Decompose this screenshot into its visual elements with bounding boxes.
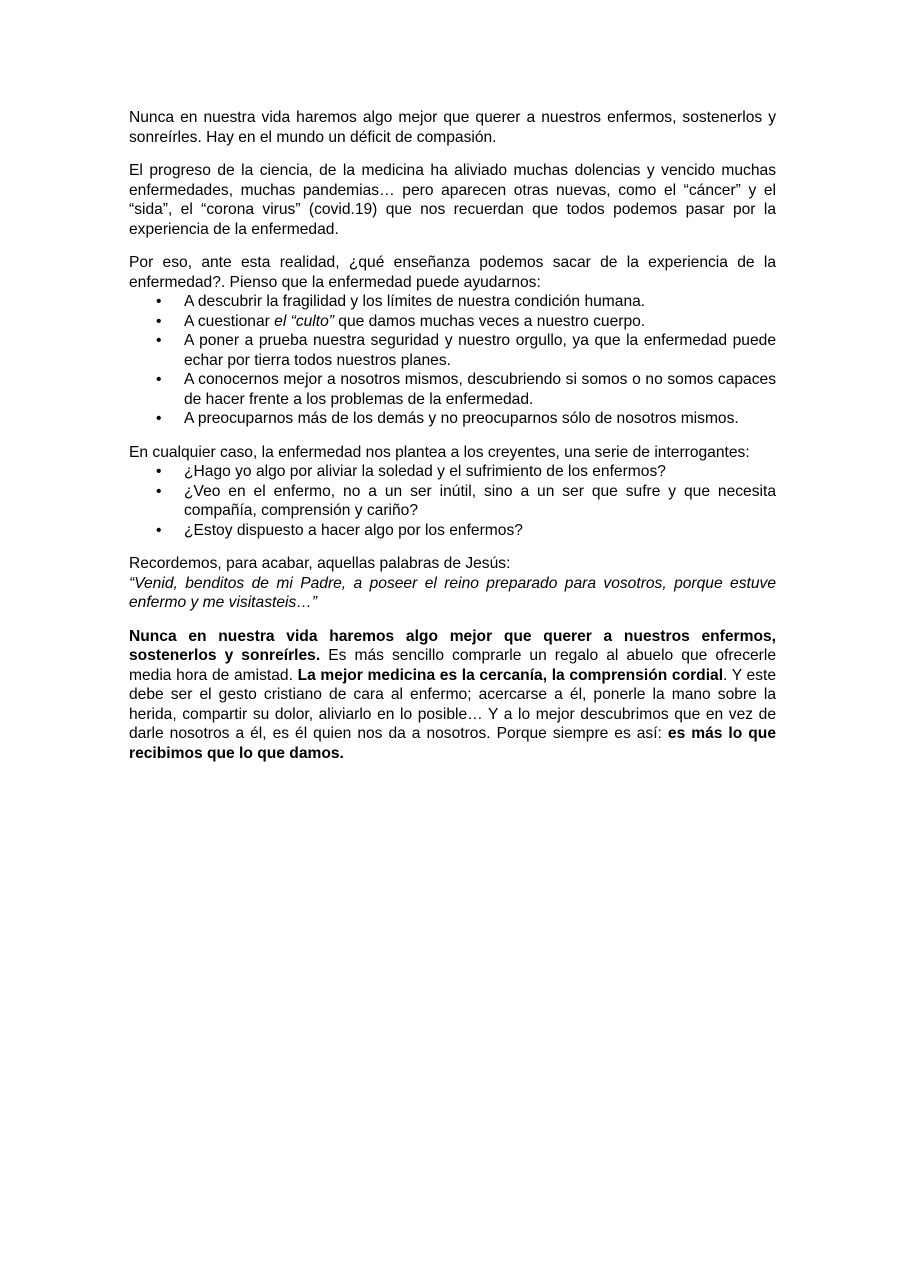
closing-text: Es más sencillo comprarle un regalo al abuelo que ofrecerle media hora de amistad. [129, 647, 777, 684]
list-item-text: A cuestionar [184, 312, 275, 330]
list-item-text: ¿Estoy dispuesto a hacer algo por los enfermos? [184, 521, 523, 539]
list-item-text: ¿Hago yo algo por aliviar la soledad y el sufrimiento de los enfermos? [184, 463, 666, 480]
closing-text: . Y este debe ser el gesto cristiano de cara al enfermo; acercarse a él, ponerle la mano sobre la herida, compartir su dolor, aliviarlo en lo posible… Y a lo mejor descubrimos que en vez de darle nosotros a él, es él quien nos da a nosotros. Porque siempre es así: [129, 666, 776, 742]
list-item-italic-text: el “culto” [274, 312, 334, 330]
closing-bold-text: La mejor medicina es la cercanía, la comprensión cordial [297, 666, 724, 684]
list-questions [129, 462, 776, 540]
list-item-text: ¿Veo en el enfermo, no a un ser inútil, sino a un ser que sufre y que necesita compañía, comprensión y cariño? [184, 482, 776, 519]
list-item-text: A descubrir la fragilidad y los límites de nuestra condición humana. [184, 293, 646, 310]
list-item [129, 312, 776, 332]
paragraph-intro: Nunca en nuestra vida haremos algo mejor que querer a nuestros enfermos, sostenerlos y sonreírles. Hay en el mundo un déficit de compasión. [129, 109, 776, 146]
bullet-icon: • [156, 293, 162, 310]
bullet-icon: • [156, 410, 162, 427]
list-item [129, 482, 776, 521]
list-item [129, 521, 776, 541]
list-item-text: que damos muchas veces a nuestro cuerpo. [333, 312, 646, 330]
list-item [129, 292, 776, 312]
list-item-text: A poner a prueba nuestra seguridad y nuestro orgullo, ya que la enfermedad puede echar por tierra todos nuestros planes. [184, 332, 776, 369]
bullet-icon: • [156, 482, 162, 500]
paragraph-science-progress: El progreso de la ciencia, de la medicina ha aliviado muchas dolencias y vencido muchas enfermedades, muchas pandemias… pero aparecen otras nuevas, como el “cáncer” y el “sida”, el “corona virus” (covid.19) que nos recuerdan que todos podemos pasar por la experiencia de la enfermedad. [129, 162, 776, 238]
list-item [129, 462, 776, 482]
list-item [129, 370, 776, 409]
list-item [129, 331, 776, 370]
paragraph-closing [129, 627, 776, 764]
paragraph-recall-words: Recordemos, para acabar, aquellas palabras de Jesús: [129, 555, 511, 572]
quote-jesus: “Venid, benditos de mi Padre, a poseer el reino preparado para vosotros, porque estuve enfermo y me visitasteis…” [129, 574, 776, 611]
paragraph-lesson-question: Por eso, ante esta realidad, ¿qué enseñanza podemos sacar de la experiencia de la enfermedad?. Pienso que la enfermedad puede ayudarnos: [129, 254, 776, 291]
bullet-icon: • [156, 371, 162, 388]
paragraph-believers-questions: En cualquier caso, la enfermedad nos plantea a los creyentes, una serie de interrogantes: [129, 443, 750, 461]
list-item-text: A preocuparnos más de los demás y no preocuparnos sólo de nosotros mismos. [184, 410, 739, 427]
document-body [129, 108, 776, 777]
bullet-icon: • [156, 521, 162, 539]
closing-bold-text: Nunca en nuestra vida haremos algo mejor que querer a nuestros enfermos, sostenerlos y sonreírles. [129, 627, 776, 664]
list-item-text: A conocernos mejor a nosotros mismos, descubriendo si somos o no somos capaces de hacer frente a los problemas de la enfermedad. [184, 371, 776, 408]
closing-bold-text: es más lo que recibimos que lo que damos. [129, 725, 776, 762]
bullet-icon: • [156, 463, 162, 480]
bullet-icon: • [156, 312, 162, 330]
bullet-icon: • [156, 332, 162, 349]
list-item [129, 409, 776, 429]
list-illness-helps [129, 292, 776, 429]
